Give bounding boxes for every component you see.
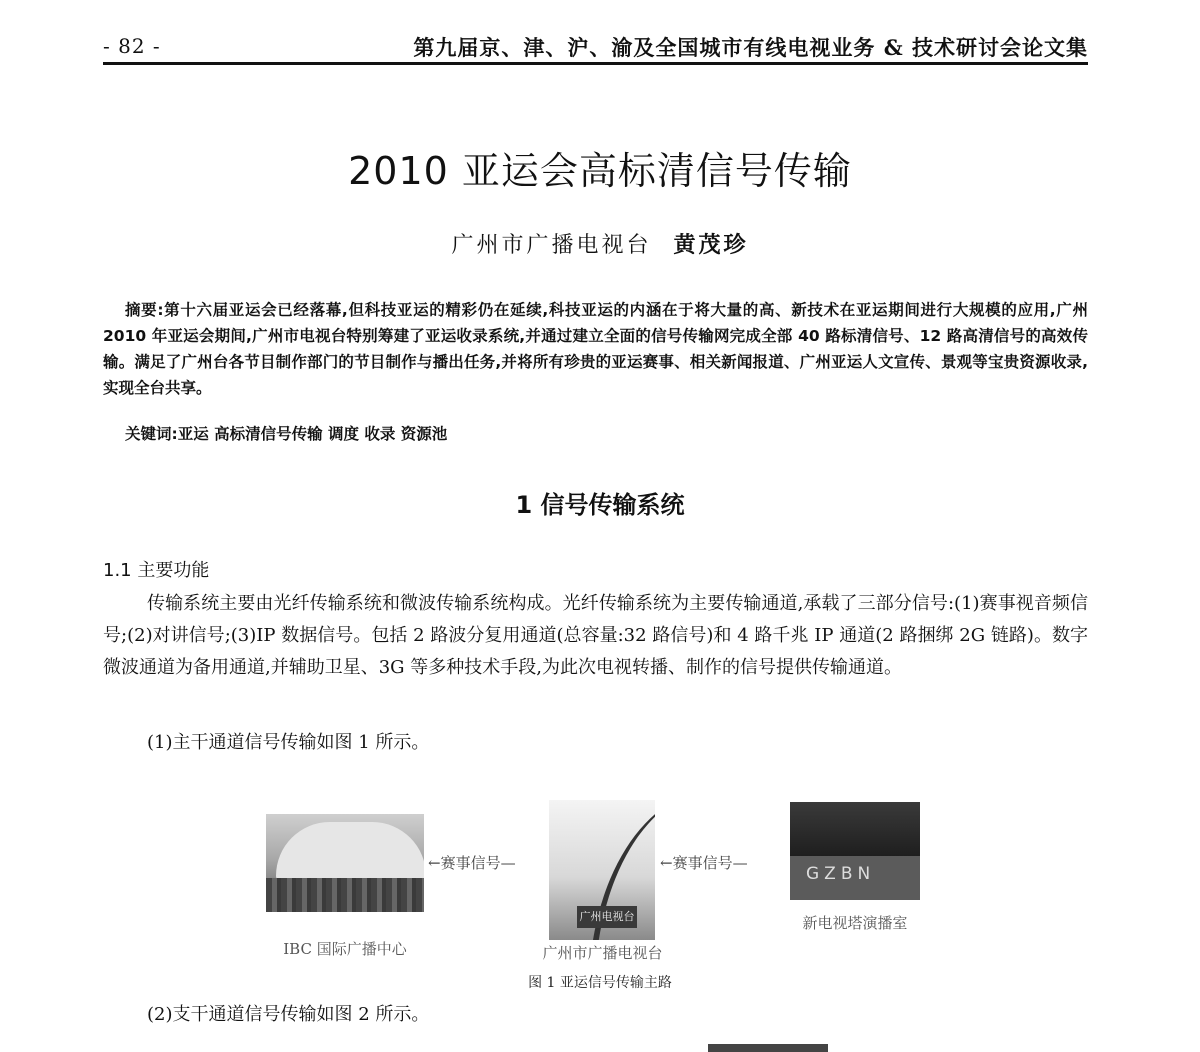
ibc-photo — [266, 814, 424, 912]
station-sign: 广州电视台 — [577, 906, 637, 928]
article-title: 2010 亚运会高标清信号传输 — [348, 149, 852, 193]
subsection-title: 1.1 主要功能 — [103, 560, 210, 581]
right-signal-arrow: ←赛事信号— — [660, 854, 748, 872]
figure-title: 图 1 亚运信号传输主路 — [528, 975, 672, 991]
studio-caption: 新电视塔演播室 — [802, 914, 908, 932]
studio-desk-logo: GZBN — [790, 856, 920, 900]
list-item-2: (2)支干通道信号传输如图 2 所示。 — [147, 1004, 430, 1025]
list-item-1: (1)主干通道信号传输如图 1 所示。 — [147, 732, 430, 753]
section-title: 1 信号传输系统 — [515, 491, 685, 519]
running-header — [103, 30, 1088, 65]
ibc-caption: IBC 国际广播中心 — [283, 940, 407, 958]
author-line — [0, 228, 1200, 259]
left-signal-arrow: ←赛事信号— — [428, 854, 516, 872]
running-title: 第九届京、津、沪、渝及全国城市有线电视业务 & 技术研讨会论文集 — [413, 35, 1088, 60]
body-paragraph: 传输系统主要由光纤传输系统和微波传输系统构成。光纤传输系统为主要传输通道,承载了三部分信号:(1)赛事视音频信号;(2)对讲信号;(3)IP 数据信号。包括 2 路波分复用通道(总容量:32 路信号)和 4 路千兆 IP 通道(2 路捆绑 2G 链路)。数字微波通道为备用通道,并辅助卫星、3G 等多种技术手段,为此次电视转播、制作的信号提供传输通道。 — [103, 593, 1088, 678]
studio-photo — [790, 802, 920, 900]
author-name: 黄茂珍 — [673, 232, 749, 258]
figure-2-top-edge — [708, 1044, 828, 1052]
tv-station-caption: 广州市广播电视台 — [542, 944, 663, 962]
tv-station-photo — [549, 800, 655, 940]
figure-1 — [0, 790, 1200, 995]
keywords: 关键词:亚运 高标清信号传输 调度 收录 资源池 — [125, 425, 448, 443]
abstract: 摘要:第十六届亚运会已经落幕,但科技亚运的精彩仍在延续,科技亚运的内涵在于将大量的高、新技术在亚运期间进行大规模的应用,广州 2010 年亚运会期间,广州市电视台特别筹建了亚运收录系统,并通过建立全面的信号传输网完成全部 40 路标清信号、12 路高清信号的高效传输。满足了广州台各节目制作部门的节目制作与播出任务,并将所有珍贵的亚运赛事、相关新闻报道、广州亚运人文宣传、景观等宝贵资源收录,实现全台共享。 — [103, 301, 1088, 397]
affiliation: 广州市广播电视台 — [451, 233, 652, 258]
page-number: - 82 - — [103, 34, 161, 58]
